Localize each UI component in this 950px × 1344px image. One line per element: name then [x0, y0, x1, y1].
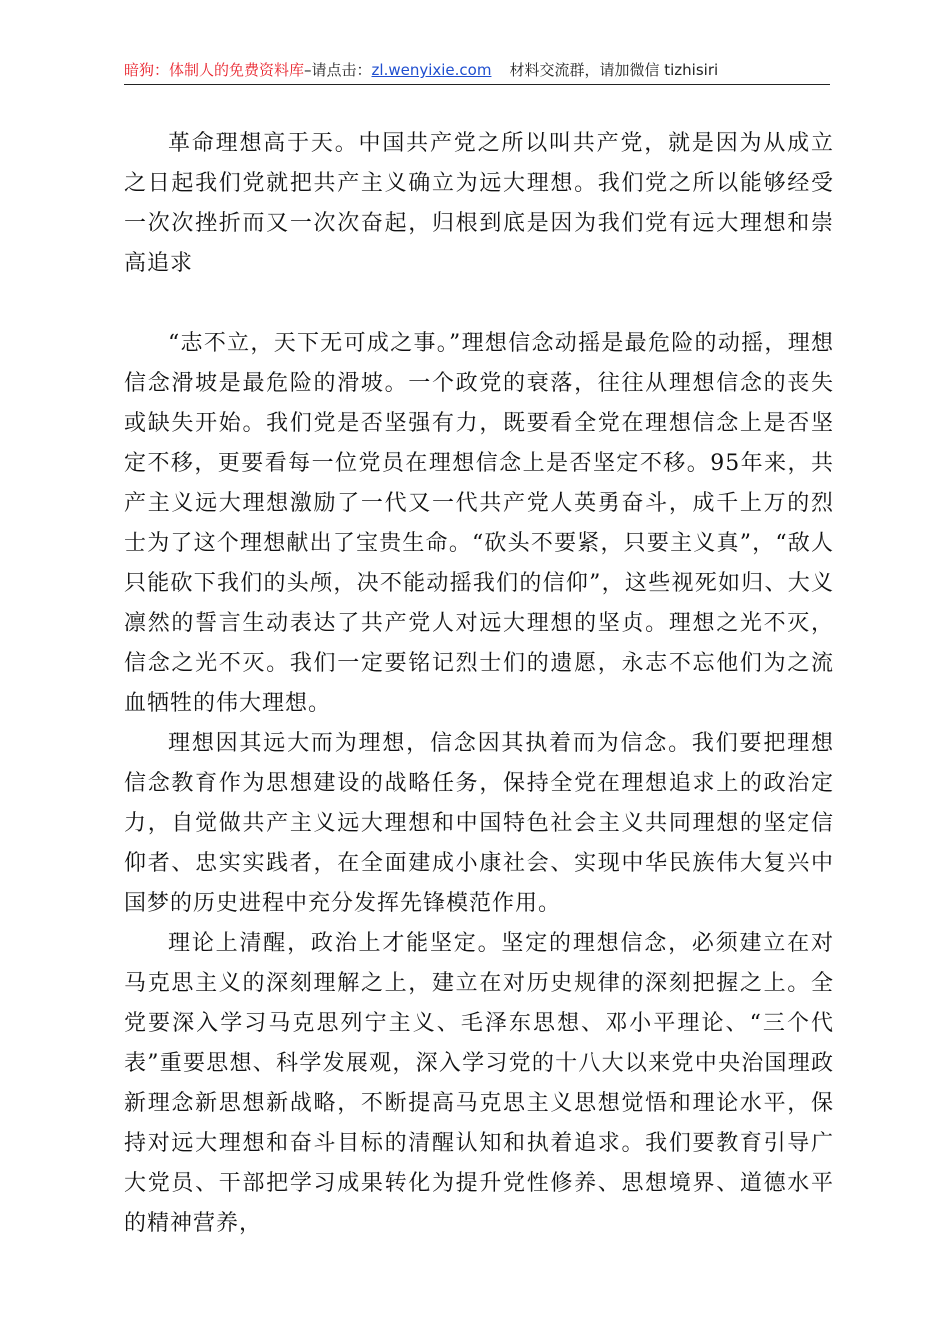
paragraph-2: “志不立，天下无可成之事。”理想信念动摇是最危险的动摇，理想信念滑坡是最危险的滑坡。一个政党的衰落，往往从理想信念的丧失或缺失开始。我们党是否坚强有力，既要看全党在理想信念上是否坚定不移，更要看每一位党员在理想信念上是否坚定不移。95年来，共产主义远大理想激励了一代又一代共产党人英勇奋斗，成千上万的烈士为了这个理想献出了宝贵生命。“砍头不要紧，只要主义真”，“敌人只能砍下我们的头颅，决不能动摇我们的信仰”，这些视死如归、大义凛然的誓言生动表达了共产党人对远大理想的坚贞。理想之光不灭，信念之光不灭。我们一定要铭记烈士们的遗愿，永志不忘他们为之流血牺牲的伟大理想。	[124, 331, 834, 716]
document-body	[124, 124, 834, 1244]
header-brand: 暗狗：体制人的免费资料库	[124, 61, 305, 79]
header-contact: 材料交流群，请加微信 tizhisiri	[509, 61, 719, 79]
header-prompt: –请点击：	[304, 61, 372, 79]
header-link[interactable]: zl.wenyixie.com	[371, 61, 492, 79]
paragraph-4: 理论上清醒，政治上才能坚定。坚定的理想信念，必须建立在对马克思主义的深刻理解之上，建立在对历史规律的深刻把握之上。全党要深入学习马克思列宁主义、毛泽东思想、邓小平理论、“三个代表”重要思想、科学发展观，深入学习党的十八大以来党中央治国理政新理念新思想新战略，不断提高马克思主义思想觉悟和理论水平，保持对远大理想和奋斗目标的清醒认知和执着追求。我们要教育引导广大党员、干部把学习成果转化为提升党性修养、思想境界、道德水平的精神营养，	[124, 931, 834, 1236]
paragraph-3: 理想因其远大而为理想，信念因其执着而为信念。我们要把理想信念教育作为思想建设的战略任务，保持全党在理想追求上的政治定力，自觉做共产主义远大理想和中国特色社会主义共同理想的坚定信仰者、忠实实践者，在全面建成小康社会、实现中华民族伟大复兴中国梦的历史进程中充分发挥先锋模范作用。	[124, 731, 834, 916]
page-header	[124, 58, 830, 82]
paragraph-1: 革命理想高于天。中国共产党之所以叫共产党，就是因为从成立之日起我们党就把共产主义确立为远大理想。我们党之所以能够经受一次次挫折而又一次次奋起，归根到底是因为我们党有远大理想和崇高追求	[124, 131, 834, 276]
header-divider	[124, 84, 830, 85]
